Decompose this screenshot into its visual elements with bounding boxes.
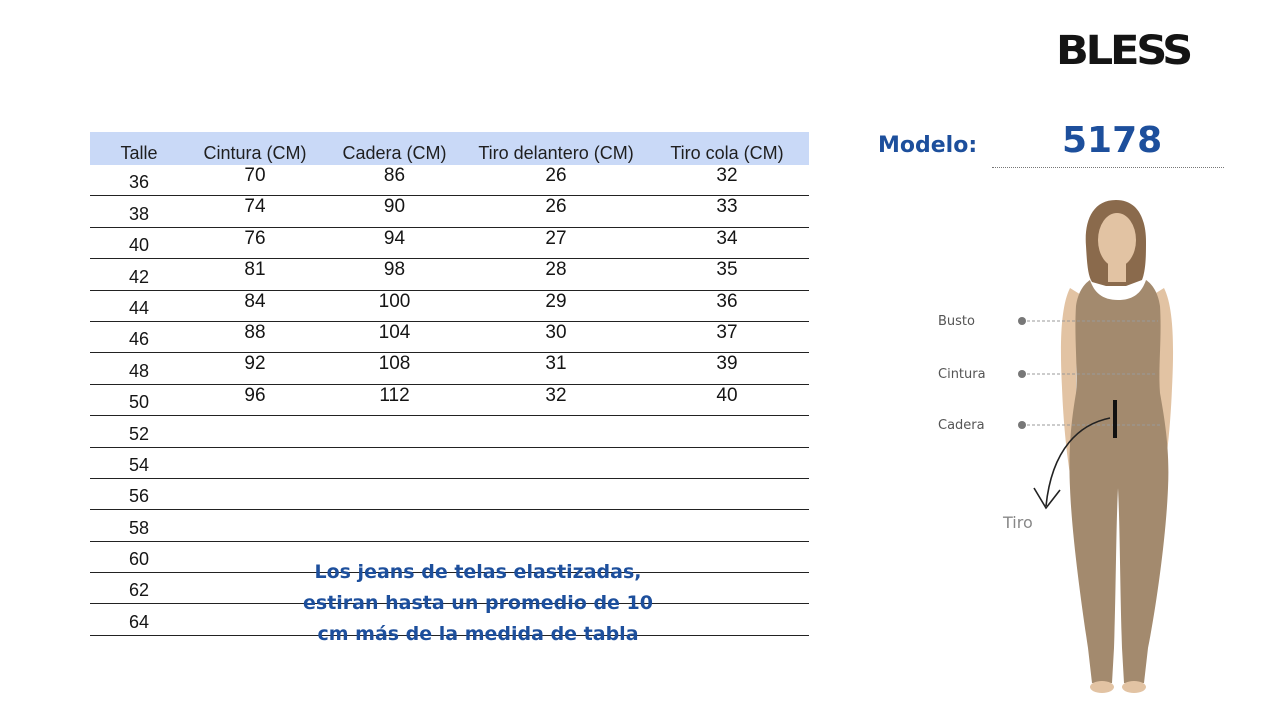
cell-tiro-delantero: 28 [545,259,567,281]
header-tiro-delantero: Tiro delantero (CM) [478,143,634,163]
table-row [90,448,809,479]
cell-tiro-delantero [467,479,645,509]
cell-talle: 50 [128,392,150,413]
cell-talle: 42 [128,266,150,287]
table-row [90,291,809,322]
header-talle: Talle [120,143,158,163]
cell-cintura [188,416,322,446]
table-header [90,132,809,165]
cell-cintura: 84 [244,290,266,312]
note-line: Los jeans de telas elastizadas, [314,561,642,583]
figure-feet [1090,681,1146,693]
label-busto: Busto [938,314,975,329]
cell-tiro-delantero: 27 [545,227,567,249]
cell-cintura: 88 [244,321,266,343]
table-row [90,228,809,259]
table-row [90,196,809,227]
table-row [90,416,809,447]
measurement-dots [1018,317,1026,429]
cell-talle: 36 [128,172,150,193]
table-row [90,479,809,510]
cell-cintura [188,448,322,478]
header-cintura: Cintura (CM) [203,143,307,163]
cell-cadera: 90 [383,196,406,218]
cell-tiro-cola: 39 [716,353,738,375]
table-row [90,353,809,384]
model-underline [992,167,1224,168]
cell-tiro-delantero [467,416,645,446]
cell-tiro-cola [645,416,809,446]
cell-tiro-delantero: 31 [545,353,567,375]
label-cadera: Cadera [938,418,985,433]
cell-tiro-delantero: 32 [545,384,567,406]
cell-talle: 62 [128,580,150,601]
cell-cintura: 96 [244,384,266,406]
cell-talle: 54 [128,454,150,475]
cell-cadera: 100 [378,290,411,312]
cell-tiro-delantero: 30 [545,321,567,343]
cell-cintura [188,479,322,509]
cell-cadera: 104 [378,321,411,343]
cell-cintura [188,510,322,540]
cell-talle: 56 [128,486,150,507]
cell-tiro-delantero [467,510,645,540]
figure-bodysuit [1069,280,1168,683]
cell-tiro-cola [645,510,809,540]
header-cadera: Cadera (CM) [342,143,447,163]
stretch-note [186,557,770,650]
cell-talle: 38 [128,203,150,224]
body-measurement-figure [920,188,1220,698]
cell-tiro-cola: 32 [716,165,738,186]
cell-cadera: 94 [383,227,406,249]
note-line: cm más de la medida de tabla [317,623,639,645]
note-line: estiran hasta un promedio de 10 [303,592,653,614]
cell-tiro-cola [645,448,809,478]
cell-tiro-cola: 34 [716,227,738,249]
header-tiro-cola: Tiro cola (CM) [670,143,784,163]
cell-tiro-cola: 37 [716,321,738,343]
cell-cintura: 92 [244,353,266,375]
cell-tiro-cola [645,479,809,509]
cell-talle: 52 [128,423,150,444]
cell-cintura: 81 [244,259,266,281]
cell-cintura: 70 [244,165,266,186]
cell-talle: 58 [128,517,150,538]
cell-tiro-delantero: 29 [545,290,567,312]
cell-talle: 46 [128,329,150,350]
cell-talle: 64 [128,611,150,632]
table-row [90,322,809,353]
cell-tiro-delantero: 26 [545,196,567,218]
cell-talle: 40 [128,235,150,256]
cell-cintura: 76 [244,227,266,249]
cell-talle: 48 [128,360,150,381]
table-row [90,510,809,541]
cell-tiro-cola: 36 [716,290,738,312]
cell-cintura: 74 [244,196,266,218]
cell-cadera [322,479,467,509]
cell-tiro-delantero [467,448,645,478]
cell-cadera [322,416,467,446]
label-tiro: Tiro [1003,513,1033,532]
cell-tiro-delantero: 26 [545,165,567,186]
model-number: 5178 [1062,120,1163,161]
label-cintura: Cintura [938,367,986,382]
table-row [90,165,809,196]
cell-cadera [322,510,467,540]
cell-talle: 44 [128,297,150,318]
table-row [90,259,809,290]
brand-logo: BLESS [1056,28,1191,74]
table-row [90,385,809,416]
cell-tiro-cola: 40 [716,384,738,406]
cell-cadera: 112 [379,384,410,406]
cell-tiro-cola: 35 [716,259,738,281]
cell-cadera: 98 [383,259,406,281]
cell-cadera: 108 [378,353,411,375]
model-label: Modelo: [878,133,978,158]
cell-cadera [322,448,467,478]
cell-cadera: 86 [383,165,406,186]
cell-tiro-cola: 33 [716,196,738,218]
cell-talle: 60 [128,549,150,570]
